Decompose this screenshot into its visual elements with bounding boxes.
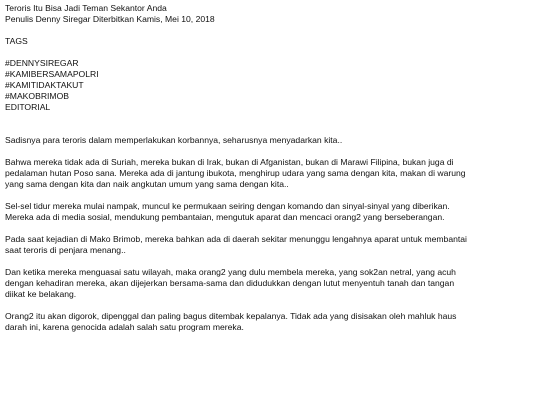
spacer [5,113,550,135]
tag-list [5,58,550,113]
article-byline: Penulis Denny Siregar Diterbitkan Kamis, Mei 10, 2018 [5,14,215,24]
tags-heading: TAGS [5,36,28,46]
paragraph-line: diikat ke belakang. [5,289,77,299]
tag-item[interactable]: EDITORIAL [5,102,51,112]
tag-item[interactable]: #DENNYSIREGAR [5,58,79,68]
paragraph-line: Sadisnya para teroris dalam memperlakukan korbannya, seharusnya menyadarkan kita.. [5,135,343,145]
article [5,3,550,344]
article-body [5,135,550,333]
paragraph-line: Pada saat kejadian di Mako Brimob, mereka bahkan ada di daerah sekitar menunggu lengahnya aparat untuk membantai [5,234,467,244]
paragraph-line: Mereka ada di media sosial, mendukung pembantaian, mengutuk aparat dan mencaci orang2 yang berseberangan. [5,212,445,222]
article-title: Teroris Itu Bisa Jadi Teman Sekantor Anda [5,3,167,13]
tag-item[interactable]: #MAKOBRIMOB [5,91,69,101]
paragraph [5,311,550,333]
paragraph-line: Sel-sel tidur mereka mulai nampak, muncul ke permukaan seiring dengan komando dan sinyal-sinyal yang diberikan. [5,201,450,211]
paragraph-line: Bahwa mereka tidak ada di Suriah, mereka bukan di Irak, bukan di Afganistan, bukan di Marawi Filipina, bukan juga di [5,157,454,167]
paragraph [5,201,550,223]
tag-item[interactable]: #KAMITIDAKTAKUT [5,80,84,90]
paragraph [5,135,550,146]
spacer [5,25,550,36]
paragraph-line: yang sama dengan kita dan naik angkutan umum yang sama dengan kita.. [5,179,289,189]
paragraph [5,267,550,300]
paragraph-line: darah ini, karena genocida adalah salah satu program mereka. [5,322,244,332]
paragraph-line: saat teroris di penjara menang.. [5,245,126,255]
paragraph-line: Dan ketika mereka menguasai satu wilayah, maka orang2 yang dulu membela mereka, yang sok2an netral, yang acuh [5,267,456,277]
spacer [5,47,550,58]
paragraph-line: Orang2 itu akan digorok, dipenggal dan paling bagus ditembak kepalanya. Tidak ada yang disisakan oleh mahluk haus [5,311,457,321]
paragraph-line: dengan kehadiran mereka, akan dijejerkan bersama-sama dan didudukkan dengan lutut menyentuh tanah dan tangan [5,278,455,288]
paragraph [5,157,550,190]
paragraph-line: pedalaman hutan Poso sana. Mereka ada di jantung ibukota, menghirup udara yang sama dengan kita, makan di warung [5,168,466,178]
tag-item[interactable]: #KAMIBERSAMAPOLRI [5,69,99,79]
paragraph [5,234,550,256]
